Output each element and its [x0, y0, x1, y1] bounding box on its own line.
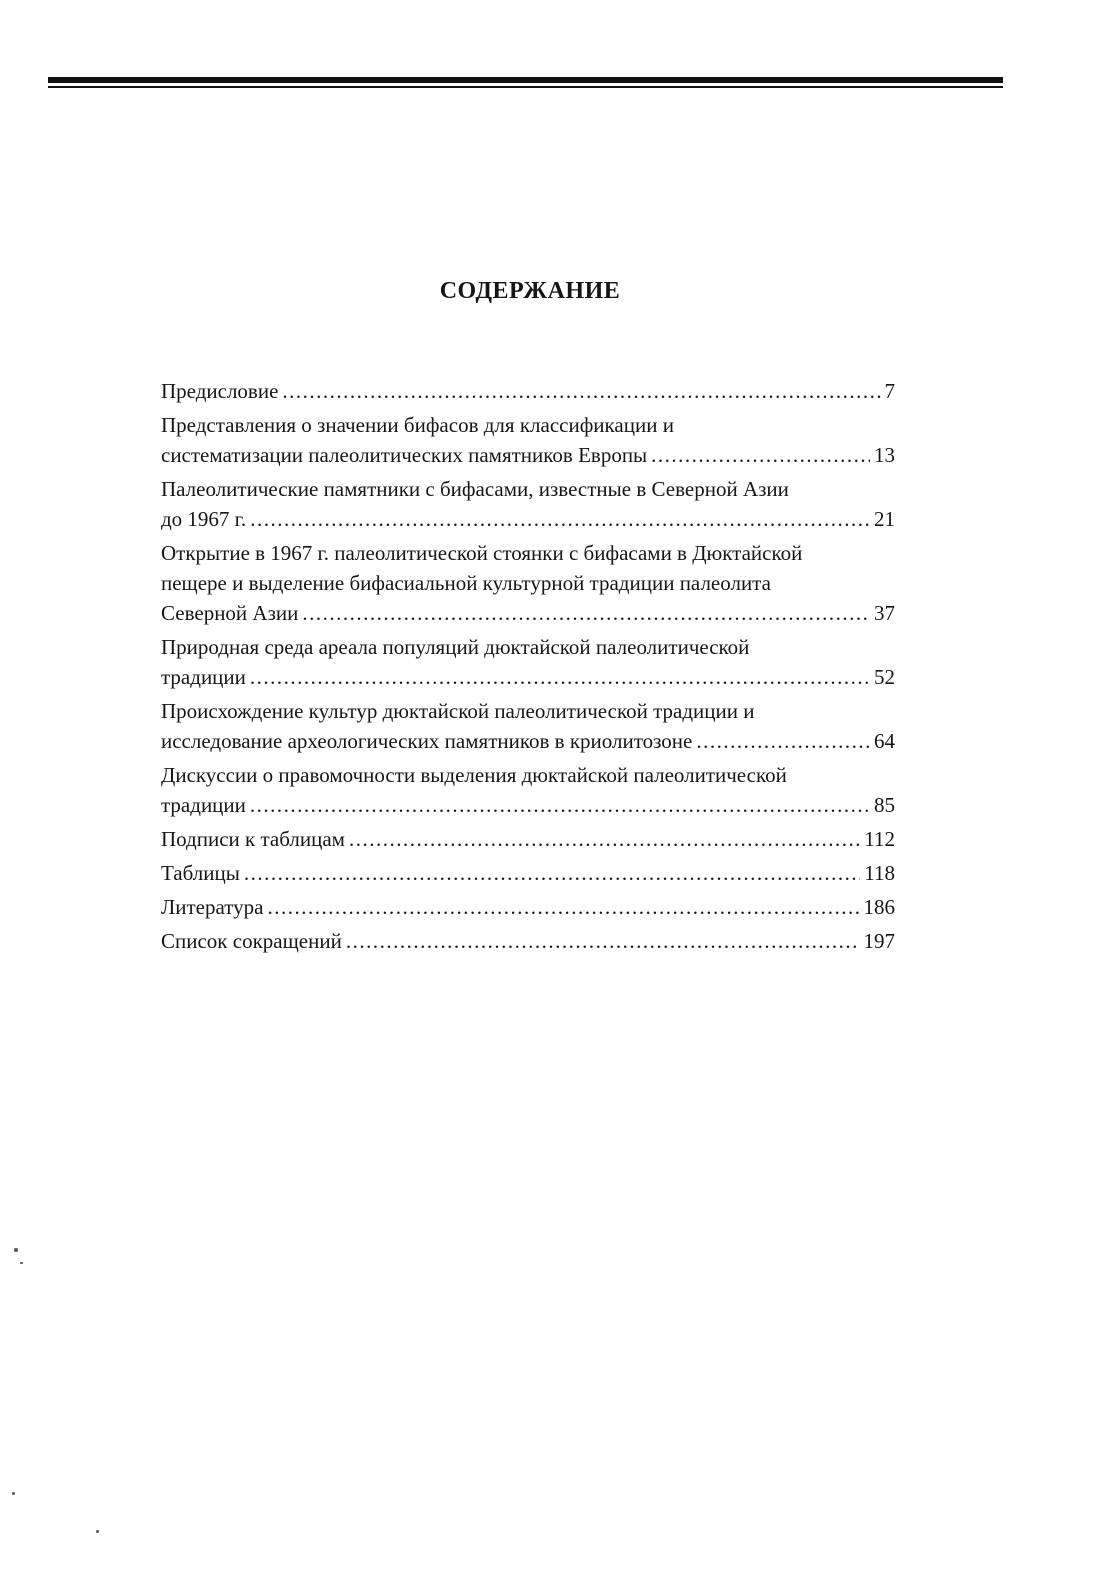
toc-page-number: 13 [874, 443, 895, 467]
dot-leader [282, 376, 880, 406]
toc-entry-text: Литература [161, 895, 264, 919]
toc-entry-text: Представления о значении бифасов для классификации и [161, 413, 674, 437]
toc-entry-text: Палеолитические памятники с бифасами, известные в Северной Азии [161, 477, 789, 501]
dot-leader [696, 726, 870, 756]
toc-page-number: 37 [874, 601, 895, 625]
toc-entry-text: Природная среда ареала популяций дюктайской палеолитической [161, 635, 750, 659]
toc-entry-preface[interactable] [161, 376, 895, 406]
toc-entry-abbreviations[interactable] [161, 926, 895, 956]
scan-speck [20, 1262, 23, 1264]
toc-entry-dyuktai-cave[interactable] [161, 538, 895, 628]
dot-leader [349, 824, 860, 854]
table-of-contents [161, 376, 895, 960]
toc-page-number: 186 [863, 895, 895, 919]
toc-entry-text: систематизации палеолитических памятников Европы [161, 443, 648, 467]
scan-speck [96, 1530, 99, 1533]
dot-leader [250, 662, 870, 692]
dot-leader [244, 858, 860, 888]
dot-leader [346, 926, 860, 956]
toc-entry-text: Открытие в 1967 г. палеолитической стоянки с бифасами в Дюктайской [161, 541, 803, 565]
toc-entry-text: исследование археологических памятников в криолитозоне [161, 729, 693, 753]
toc-entry-text: Подписи к таблицам [161, 827, 345, 851]
toc-page-number: 112 [864, 827, 895, 851]
toc-page-number: 52 [874, 665, 895, 689]
toc-page-number: 118 [864, 861, 895, 885]
toc-entry-text: до 1967 г. [161, 507, 247, 531]
scan-speck [14, 1248, 18, 1252]
toc-entry-text: традиции [161, 793, 246, 817]
dot-leader [302, 598, 870, 628]
toc-page-number: 64 [874, 729, 895, 753]
toc-entry-tables[interactable] [161, 858, 895, 888]
toc-entry-literature[interactable] [161, 892, 895, 922]
toc-entry-north-asia-1967[interactable] [161, 474, 895, 534]
toc-entry-discussions[interactable] [161, 760, 895, 820]
dot-leader [250, 504, 870, 534]
toc-entry-text: Происхождение культур дюктайской палеолитической традиции и [161, 699, 755, 723]
toc-entry-text: пещере и выделение бифасиальной культурной традиции палеолита [161, 571, 771, 595]
dot-leader [267, 892, 859, 922]
toc-entry-text: Таблицы [161, 861, 240, 885]
header-rule-thin [48, 86, 1003, 88]
toc-entry-text: традиции [161, 665, 246, 689]
toc-page-number: 7 [884, 379, 895, 403]
toc-page-number: 21 [874, 507, 895, 531]
toc-page-number: 197 [863, 929, 895, 953]
dot-leader [250, 790, 870, 820]
header-rule-thick [48, 77, 1003, 83]
toc-entry-text: Список сокращений [161, 929, 342, 953]
toc-entry-table-captions[interactable] [161, 824, 895, 854]
toc-entry-text: Предисловие [161, 379, 279, 403]
scan-speck [12, 1492, 15, 1495]
toc-entry-text: Дискуссии о правомочности выделения дюктайской палеолитической [161, 763, 787, 787]
toc-entry-natural-environment[interactable] [161, 632, 895, 692]
toc-entry-origin-cultures[interactable] [161, 696, 895, 756]
toc-entry-text: Северной Азии [161, 601, 299, 625]
toc-page-number: 85 [874, 793, 895, 817]
page-title: СОДЕРЖАНИЕ [439, 278, 621, 304]
toc-entry-bifaces-europe[interactable] [161, 410, 895, 470]
dot-leader [651, 440, 870, 470]
